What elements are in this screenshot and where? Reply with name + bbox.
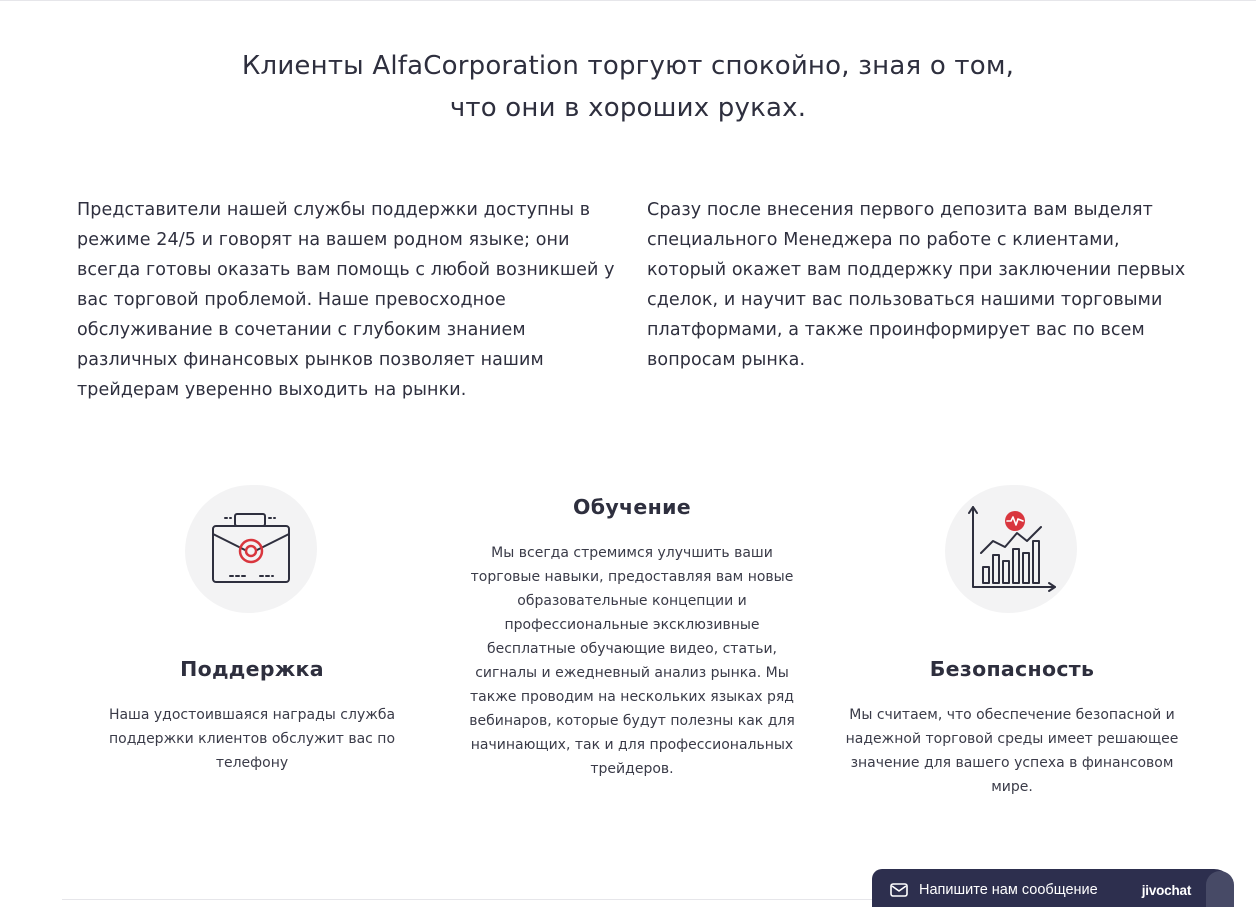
intro-left-paragraph: Представители нашей службы поддержки доступны в режиме 24/5 и говорят на вашем родном языке; они всегда готовы оказать вам помощь с любой возникшей у вас торговой проблемой. Наше превосходное обслуживание в сочетании с глубоким знанием различных финансовых рынков позволяет нашим трейдерам уверенно выходить на рынки.	[77, 200, 615, 400]
feature-education-title: Обучение	[573, 495, 691, 519]
feature-support-desc: Наша удостоившаяся награды служба поддержки клиентов обслужит вас по телефону	[108, 707, 396, 771]
feature-security-title: Безопасность	[929, 657, 1095, 681]
mail-icon	[890, 883, 908, 897]
headline-line-1: Клиенты AlfaCorporation торгуют спокойно, зная о том,	[241, 51, 1015, 81]
chart-icon	[963, 501, 1063, 593]
chat-widget-corner	[1206, 871, 1234, 907]
page-headline	[0, 45, 1256, 129]
feature-support-title: Поддержка	[180, 657, 324, 681]
headline-line-2: что они в хороших руках.	[449, 93, 807, 123]
feature-education-desc: Мы всегда стремимся улучшить ваши торговые навыки, предоставляя вам новые образовательные концепции и профессиональные эксклюзивные бесплатные обучающие видео, статьи, сигналы и ежедневный анализ рынка. Мы также проводим на нескольких языках ряд вебинаров, которые будут полезны как для начинающих, так и для профессиональных трейдеров.	[469, 545, 795, 777]
feature-security-desc: Мы считаем, что обеспечение безопасной и надежной торговой среды имеет решающее значение для вашего успеха в финансовом мире.	[845, 707, 1179, 795]
chat-brand-logo: jivochat	[1141, 882, 1192, 898]
briefcase-icon	[205, 506, 295, 586]
chat-widget-button[interactable]	[872, 869, 1234, 907]
intro-right-paragraph: Сразу после внесения первого депозита вам выделят специального Менеджера по работе с клиентами, который окажет вам поддержку при заключении первых сделок, и научит вас пользоваться нашими торговыми платформами, а также проинформирует вас по всем вопросам рынка.	[647, 200, 1186, 370]
chat-widget-label: Напишите нам сообщение	[919, 882, 1098, 898]
